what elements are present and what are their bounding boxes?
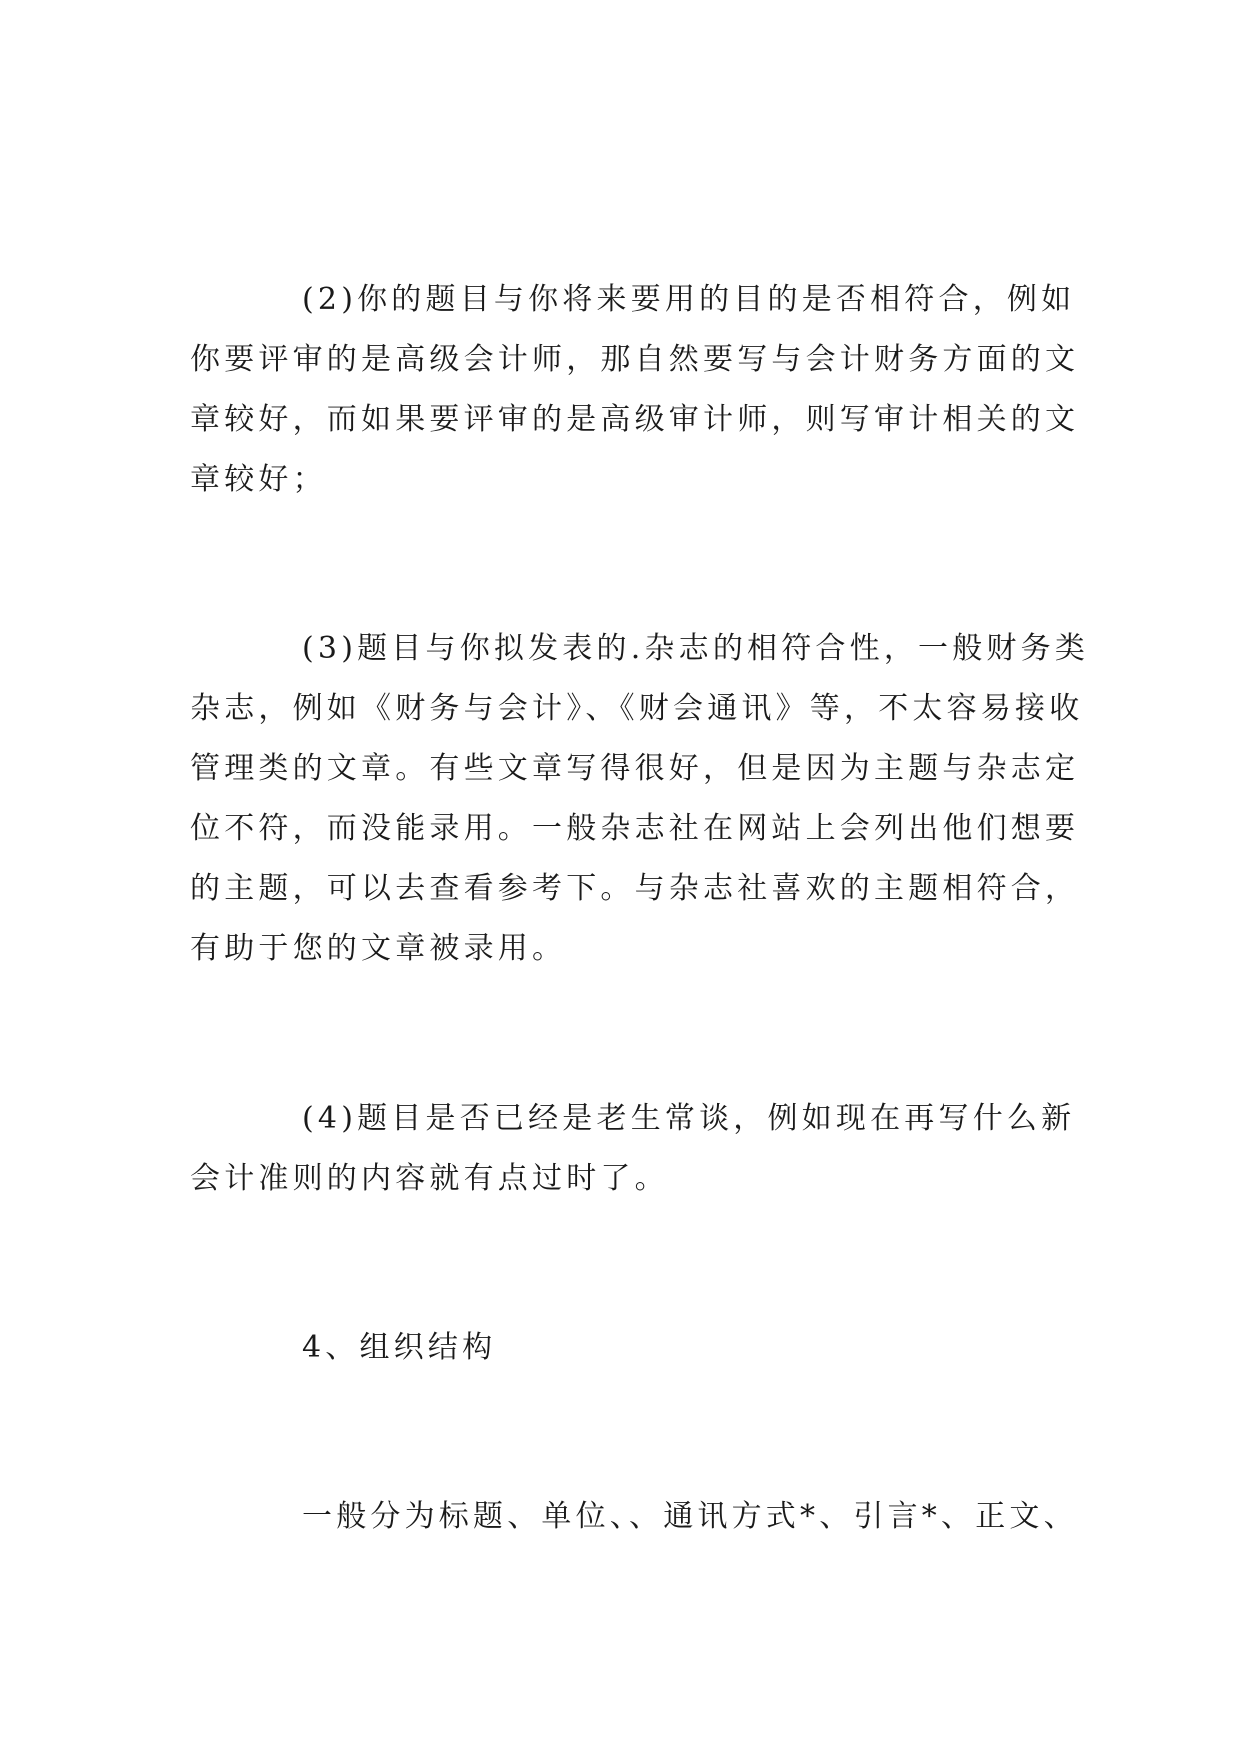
paragraph-3-line-5: 的主题，可以去查看参考下。与杂志社喜欢的主题相符合， xyxy=(190,871,1080,906)
paragraph-3-line-4: 位不符，而没能录用。一般杂志社在网站上会列出他们想要 xyxy=(190,811,1080,846)
paragraph-2-line-2: 你要评审的是高级会计师，那自然要写与会计财务方面的文 xyxy=(190,342,1080,377)
paragraph-4-line-2: 会计准则的内容就有点过时了。 xyxy=(190,1161,669,1196)
section-heading: 4、组织结构 xyxy=(302,1330,497,1365)
paragraph-3-line-3: 管理类的文章。有些文章写得很好，但是因为主题与杂志定 xyxy=(190,751,1080,786)
paragraph-4-line-1: (4)题目是否已经是老生常谈，例如现在再写什么新 xyxy=(302,1101,1076,1136)
paragraph-3-line-6: 有助于您的文章被录用。 xyxy=(190,931,567,966)
paragraph-2-line-1: (2)你的题目与你将来要用的目的是否相符合，例如 xyxy=(302,282,1076,317)
paragraph-2-line-3: 章较好，而如果要评审的是高级审计师，则写审计相关的文 xyxy=(190,402,1080,437)
paragraph-3-line-2: 杂志，例如《财务与会计》、《财会通讯》等，不太容易接收 xyxy=(190,691,1084,726)
structure-intro-line-1: 一般分为标题、单位、、通讯方式*、引言*、正文、 xyxy=(302,1499,1078,1534)
paragraph-3-line-1: (3)题目与你拟发表的.杂志的相符合性，一般财务类 xyxy=(302,631,1090,666)
paragraph-2-line-4: 章较好； xyxy=(190,462,327,497)
